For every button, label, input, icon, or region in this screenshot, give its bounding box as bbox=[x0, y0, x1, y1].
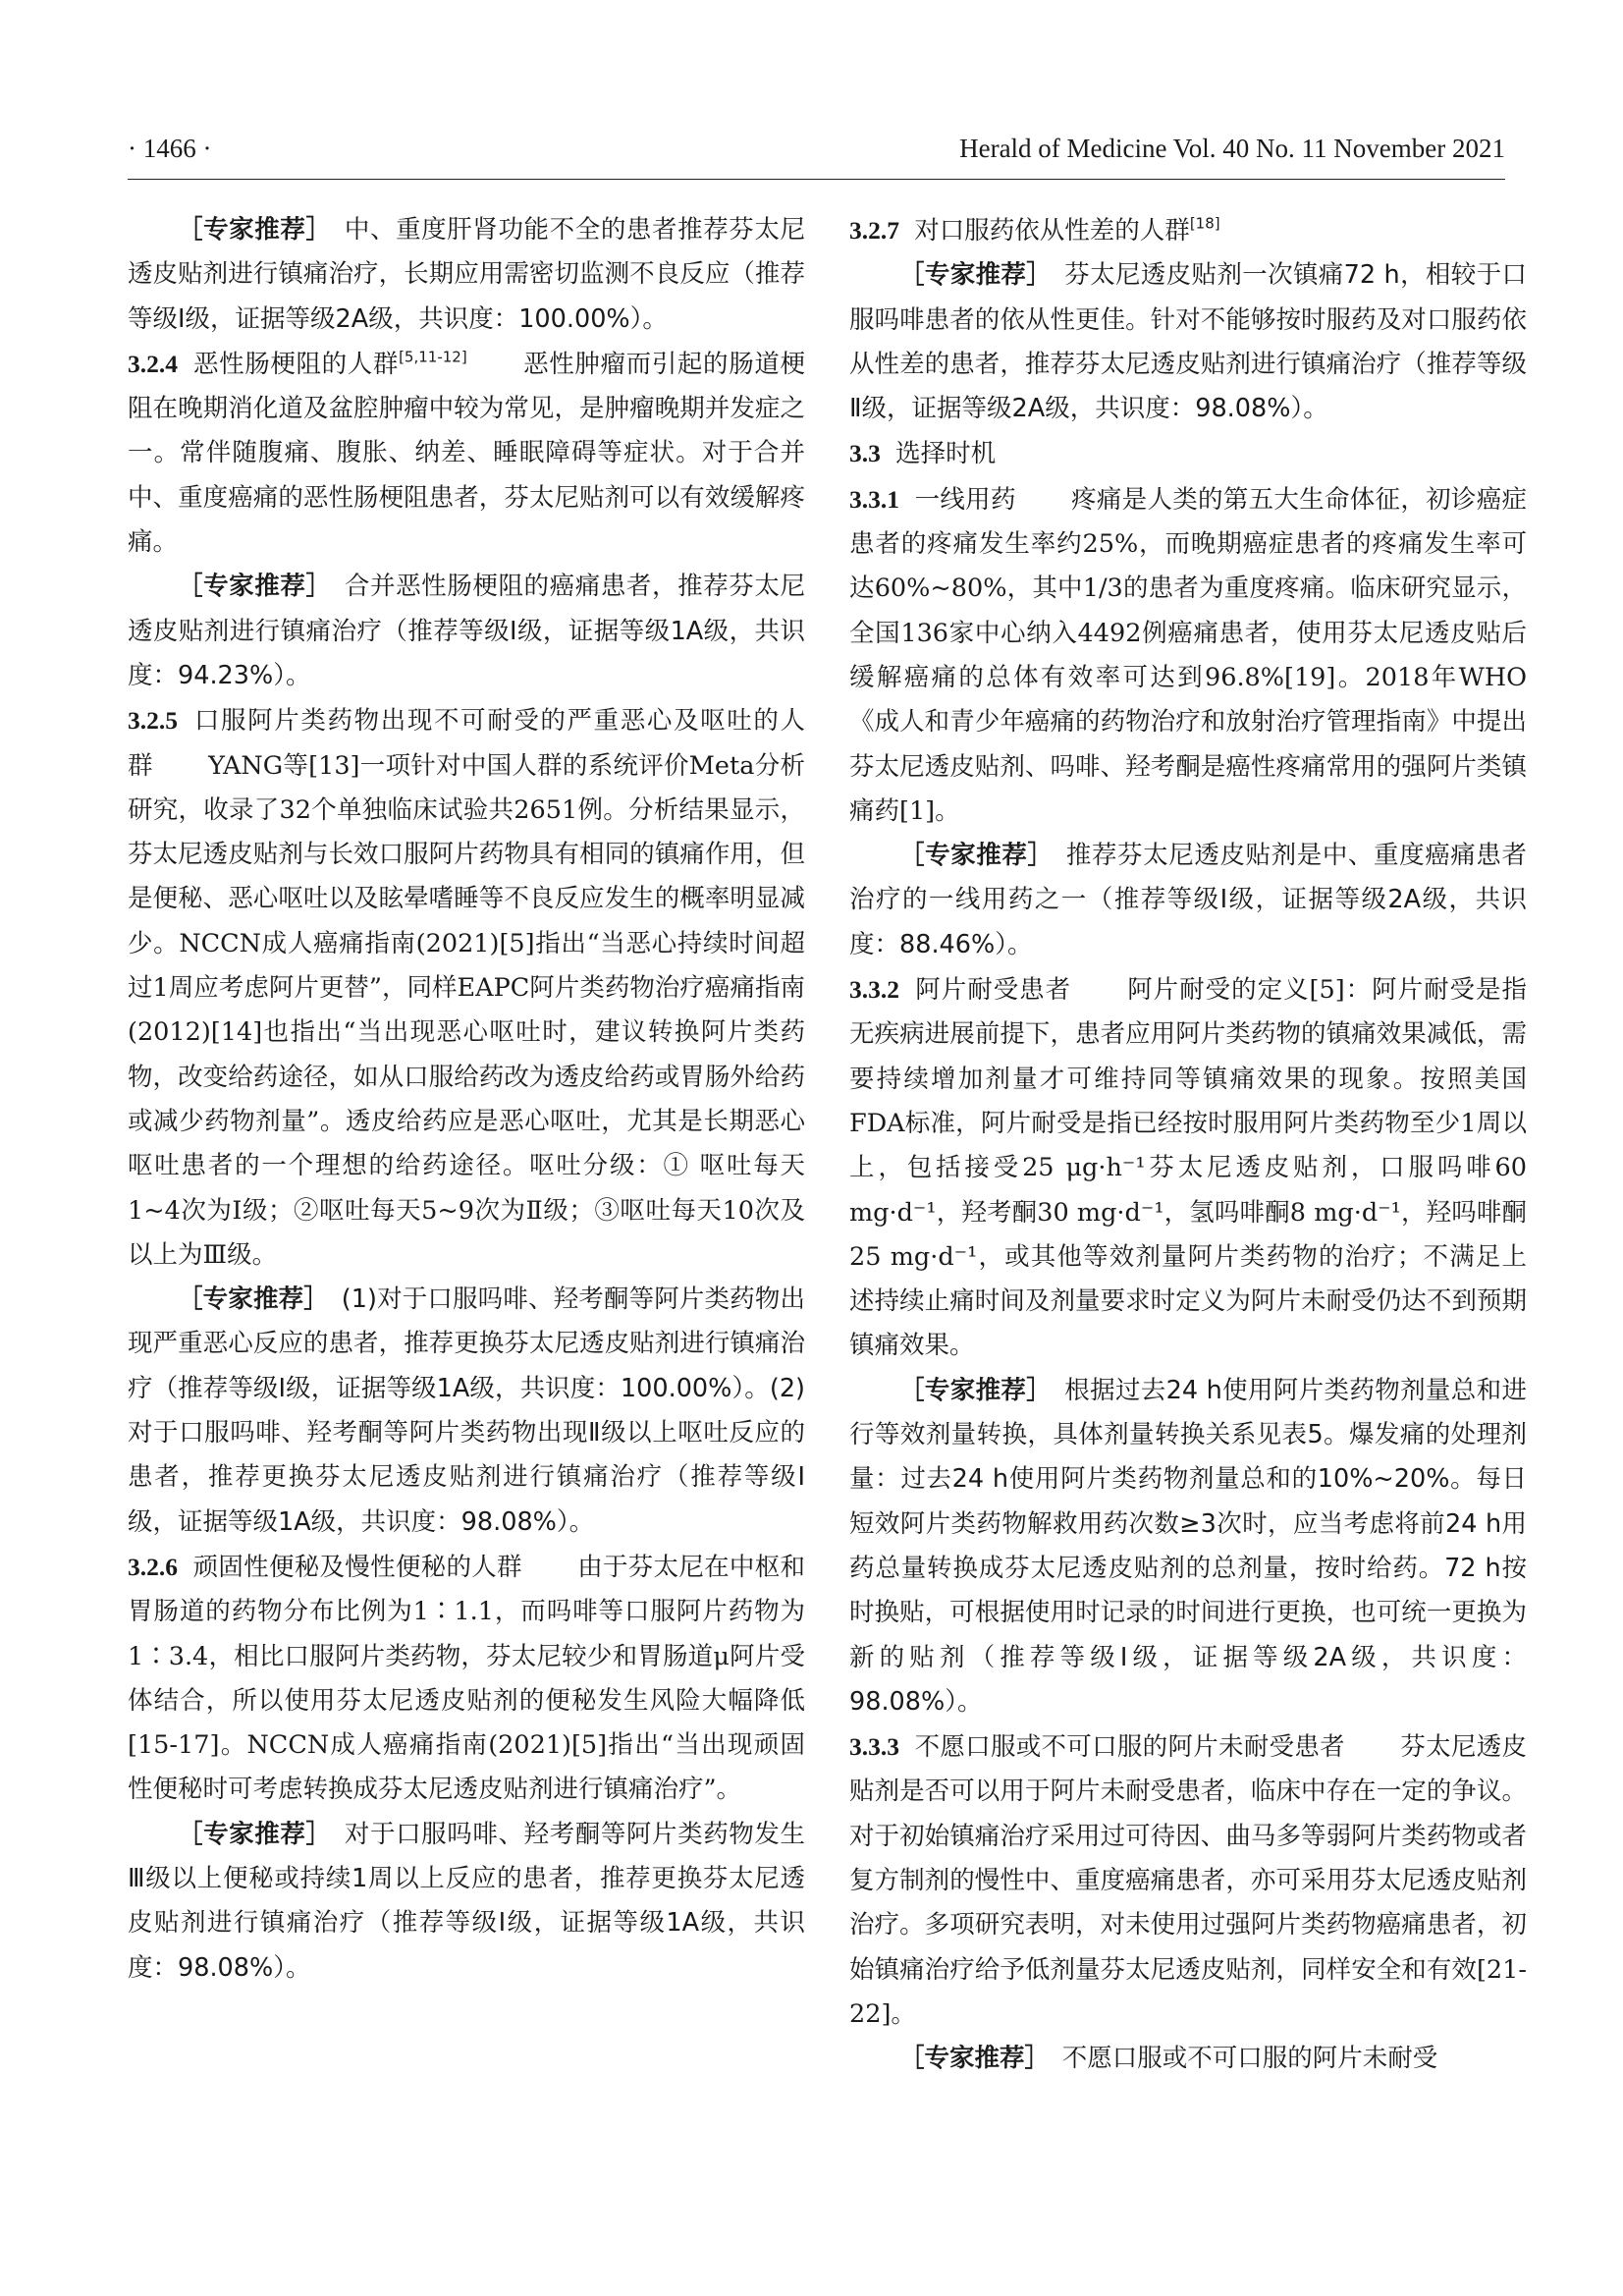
paragraph-text: 恶性肿瘤而引起的肠道梗阻在晚期消化道及盆腔肿瘤中较为常见，是肿瘤晚期并发症之一。常伴随腹痛、腹胀、纳差、睡眠障碍等症状。对于合并中、重度癌痛的恶性肠梗阻患者，芬太尼贴剂可以有效缓解疼痛。 bbox=[128, 349, 805, 558]
recommendation-label: ［专家推荐］ bbox=[178, 572, 319, 602]
paragraph bbox=[849, 208, 1527, 253]
paragraph bbox=[849, 253, 1527, 431]
section-number: 3.2.5 bbox=[128, 706, 178, 736]
paragraph bbox=[849, 967, 1527, 1369]
paragraph bbox=[849, 431, 1527, 476]
paragraph bbox=[849, 834, 1527, 967]
section-number: 3.2.6 bbox=[128, 1552, 178, 1581]
section-title: 选择时机 bbox=[895, 439, 997, 469]
journal-citation: Herald of Medicine Vol. 40 No. 11 November 2021 bbox=[959, 134, 1505, 163]
recommendation-label: ［专家推荐］ bbox=[899, 841, 1041, 871]
section-number: 3.3.2 bbox=[849, 975, 899, 1005]
paragraph-text: (1)对于口服吗啡、羟考酮等阿片类药物出现严重恶心反应的患者，推荐更换芬太尼透皮贴剂进行镇痛治疗（推荐等级Ⅰ级，证据等级1A级，共识度：100.00%）。(2)对于口服吗啡、羟考酮等阿片类药物出现Ⅱ级以上呕吐反应的患者，推荐更换芬太尼透皮贴剂进行镇痛治疗（推荐等级Ⅰ级，证据等级1A级，共识度：98.08%）。 bbox=[128, 1285, 805, 1537]
paragraph bbox=[849, 1369, 1527, 1724]
citation: [18] bbox=[1189, 214, 1220, 233]
paragraph-text: 推荐芬太尼透皮贴剂是中、重度癌痛患者治疗的一线用药之一（推荐等级Ⅰ级，证据等级2A级，共识度：88.46%）。 bbox=[849, 841, 1527, 959]
paragraph bbox=[128, 1545, 805, 1813]
section-number: 3.2.7 bbox=[849, 216, 899, 245]
section-number: 3.3 bbox=[849, 439, 881, 468]
paragraph bbox=[849, 1724, 1527, 2037]
paragraph bbox=[128, 1278, 805, 1545]
right-column bbox=[849, 208, 1527, 2081]
paragraph bbox=[128, 1813, 805, 1991]
left-column bbox=[128, 208, 805, 1991]
paragraph-text: 由于芬太尼在中枢和胃肠道的药物分布比例为1∶1.1，而吗啡等口服阿片药物为1∶3.4，相比口服阿片类药物，芬太尼较少和胃肠道μ阿片受体结合，所以使用芬太尼透皮贴剂的便秘发生风险大幅降低[15-17]。NCCN成人癌痛指南(2021)[5]指出“当出现顽固性便秘时可考虑转换成芬太尼透皮贴剂进行镇痛治疗”。 bbox=[128, 1552, 805, 1805]
running-header bbox=[128, 128, 1505, 180]
section-title: 恶性肠梗阻的人群[5,11-12] bbox=[192, 348, 467, 379]
recommendation-label: ［专家推荐］ bbox=[899, 1375, 1040, 1405]
paragraph-text: 根据过去24 h使用阿片类药物剂量总和进行等效剂量转换，具体剂量转换关系见表5。爆发痛的处理剂量：过去24 h使用阿片类药物剂量总和的10%~20%。每日短效阿片类药物解救用药次数≥3次时，应当考虑将前24 h用药总量转换成芬太尼透皮贴剂的总剂量，按时给药。72 h按时换贴，可根据使用时记录的时间进行更换，也可统一更换为新的贴剂（推荐等级Ⅰ级，证据等级2A级，共识度：98.08%）。 bbox=[849, 1375, 1527, 1717]
section-number: 3.3.3 bbox=[849, 1732, 899, 1762]
paragraph-text: YANG等[13]一项针对中国人群的系统评价Meta分析研究，收录了32个单独临床试验共2651例。分析结果显示，芬太尼透皮贴剂与长效口服阿片药物具有相同的镇痛作用，但是便秘、恶心呕吐以及眩晕嗜睡等不良反应发生的概率明显减少。NCCN成人癌痛指南(2021)[5]指出“当恶心持续时间超过1周应考虑阿片更替”，同样EAPC阿片类药物治疗癌痛指南(2012)[14]也指出“当出现恶心呕吐时，建议转换阿片类药物，改变给药途径，如从口服给药改为透皮给药或胃肠外给药或减少药物剂量”。透皮给药应是恶心呕吐，尤其是长期恶心呕吐患者的一个理想的给药途径。呕吐分级：① 呕吐每天1~4次为Ⅰ级；②呕吐每天5~9次为Ⅱ级；③呕吐每天10次及以上为Ⅲ级。 bbox=[128, 750, 805, 1270]
paragraph-text: 对于口服吗啡、羟考酮等阿片类药物发生Ⅲ级以上便秘或持续1周以上反应的患者，推荐更换芬太尼透皮贴剂进行镇痛治疗（推荐等级Ⅰ级，证据等级1A级，共识度：98.08%）。 bbox=[128, 1819, 805, 1983]
recommendation-label: ［专家推荐］ bbox=[899, 260, 1040, 291]
paragraph-text: 合并恶性肠梗阻的癌痛患者，推荐芬太尼透皮贴剂进行镇痛治疗（推荐等级Ⅰ级，证据等级1A级，共识度：94.23%）。 bbox=[128, 572, 805, 690]
paragraph bbox=[128, 565, 805, 698]
recommendation-label: ［专家推荐］ bbox=[178, 215, 319, 245]
paragraph-text: 阿片耐受的定义[5]：阿片耐受是指无疾病进展前提下，患者应用阿片类药物的镇痛效果减低，需要持续增加剂量才可维持同等镇痛效果的现象。按照美国FDA标准，阿片耐受是指已经按时服用阿片类药物至少1周以上，包括接受25 μg·h⁻¹芬太尼透皮贴剂，口服吗啡60 mg·d⁻¹，羟考酮30 mg·d⁻¹，氢吗啡酮8 mg·d⁻¹，羟吗啡酮25 mg·d⁻¹，或其他等效剂量阿片类药物的治疗；不满足上述持续止痛时间及剂量要求时定义为阿片未耐受仍达不到预期镇痛效果。 bbox=[849, 975, 1527, 1361]
recommendation-label: ［专家推荐］ bbox=[178, 1285, 317, 1315]
section-title: 口服阿片类药物出现不可耐受的严重恶心及呕吐的人群 bbox=[128, 706, 805, 781]
section-number: 3.2.4 bbox=[128, 349, 178, 378]
paragraph-text: 芬太尼透皮贴剂一次镇痛72 h，相较于口服吗啡患者的依从性更佳。针对不能够按时服药及对口服药依从性差的患者，推荐芬太尼透皮贴剂进行镇痛治疗（推荐等级Ⅱ级，证据等级2A级，共识度：98.08%）。 bbox=[849, 260, 1527, 424]
section-number: 3.3.1 bbox=[849, 484, 899, 514]
recommendation-label: ［专家推荐］ bbox=[178, 1819, 319, 1849]
page-number: · 1466 · bbox=[128, 134, 212, 163]
paragraph-text: 不愿口服或不可口服的阿片未耐受 bbox=[1037, 2044, 1438, 2074]
section-title: 阿片耐受患者 bbox=[914, 975, 1072, 1006]
section-title: 一线用药 bbox=[914, 484, 1016, 515]
paragraph bbox=[849, 477, 1527, 834]
paragraph bbox=[128, 698, 805, 1278]
paragraph-text: 中、重度肝肾功能不全的患者推荐芬太尼透皮贴剂进行镇痛治疗，长期应用需密切监测不良反应（推荐等级Ⅰ级，证据等级2A级，共识度：100.00%）。 bbox=[128, 215, 805, 334]
citation: [5,11-12] bbox=[399, 348, 467, 366]
section-title: 对口服药依从性差的人群[18] bbox=[914, 214, 1220, 246]
paragraph-text: 疼痛是人类的第五大生命体征，初诊癌症患者的疼痛发生率约25%，而晚期癌症患者的疼痛发生率可达60%~80%，其中1/3的患者为重度疼痛。临床研究显示，全国136家中心纳入4492例癌痛患者，使用芬太尼透皮贴后缓解癌痛的总体有效率可达到96.8%[19]。2018年WHO《成人和青少年癌痛的药物治疗和放射治疗管理指南》中提出芬太尼透皮贴剂、吗啡、羟考酮是癌性疼痛常用的强阿片类镇痛药[1]。 bbox=[849, 484, 1527, 826]
section-title: 不愿口服或不可口服的阿片未耐受患者 bbox=[914, 1732, 1345, 1763]
paragraph-text: 芬太尼透皮贴剂是否可以用于阿片未耐受患者，临床中存在一定的争议。对于初始镇痛治疗采用过可待因、曲马多等弱阿片类药物或者复方制剂的慢性中、重度癌痛患者，亦可采用芬太尼透皮贴剂治疗。多项研究表明，对未使用过强阿片类药物癌痛患者，初始镇痛治疗给予低剂量芬太尼透皮贴剂，同样安全和有效[21-22]。 bbox=[849, 1732, 1527, 2029]
paragraph bbox=[128, 342, 805, 565]
paragraph bbox=[128, 208, 805, 342]
recommendation-label: ［专家推荐］ bbox=[899, 2044, 1038, 2074]
paragraph bbox=[849, 2037, 1527, 2081]
section-title: 顽固性便秘及慢性便秘的人群 bbox=[192, 1552, 522, 1582]
